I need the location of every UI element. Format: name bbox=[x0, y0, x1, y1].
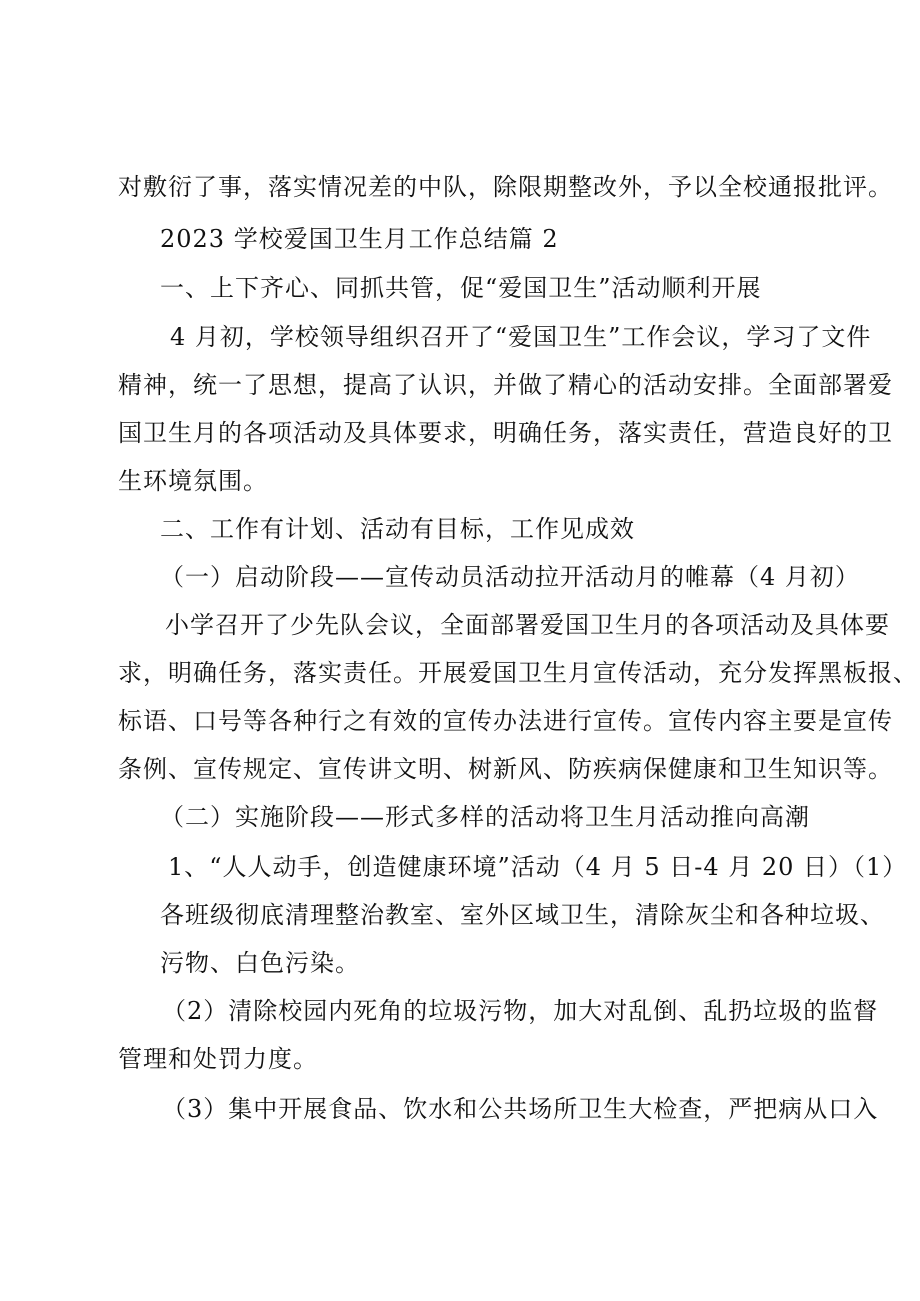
paragraph-line: 条例、宣传规定、宣传讲文明、树新风、防疾病保健康和卫生知识等。 bbox=[118, 755, 893, 783]
paragraph-line: 标语、口号等各种行之有效的宣传办法进行宣传。宣传内容主要是宣传 bbox=[118, 707, 893, 735]
paragraph-line: 对敷衍了事，落实情况差的中队，除限期整改外，予以全校通报批评。 bbox=[118, 173, 893, 201]
paragraph-line: 小学召开了少先队会议，全面部署爱国卫生月的各项活动及具体要 bbox=[165, 611, 890, 639]
paragraph-line: （3）集中开展食品、饮水和公共场所卫生大检查，严把病从口入 bbox=[162, 1095, 879, 1123]
paragraph-line: 管理和处罚力度。 bbox=[118, 1045, 318, 1073]
paragraph-line: 各班级彻底清理整治教室、室外区域卫生，清除灰尘和各种垃圾、 bbox=[160, 901, 885, 929]
paragraph-line: 污物、白色污染。 bbox=[160, 949, 360, 977]
paragraph-line: 生环境氛围。 bbox=[118, 467, 268, 495]
heading-1: 一、上下齐心、同抓共管，促“爱国卫生”活动顺利开展 bbox=[160, 274, 762, 302]
paragraph-line: （2）清除校园内死角的垃圾污物，加大对乱倒、乱扔垃圾的监督 bbox=[162, 997, 879, 1025]
paragraph-line: 1、“人人动手，创造健康环境”活动（4 月 5 日-4 月 20 日）（1） bbox=[168, 853, 908, 881]
subheading-1: （一）启动阶段——宣传动员活动拉开活动月的帷幕（4 月初） bbox=[160, 563, 860, 591]
paragraph-line: 求，明确任务，落实责任。开展爱国卫生月宣传活动，充分发挥黑板报、 bbox=[118, 659, 918, 687]
paragraph-line: 国卫生月的各项活动及具体要求，明确任务，落实责任，营造良好的卫 bbox=[118, 419, 893, 447]
paragraph-line: 精神，统一了思想，提高了认识，并做了精心的活动安排。全面部署爱 bbox=[118, 371, 893, 399]
paragraph-line: 4 月初，学校领导组织召开了“爱国卫生”工作会议，学习了文件 bbox=[170, 323, 872, 351]
heading-2: 二、工作有计划、活动有目标，工作见成效 bbox=[160, 515, 635, 543]
section-title: 2023 学校爱国卫生月工作总结篇 2 bbox=[160, 225, 559, 253]
subheading-2: （二）实施阶段——形式多样的活动将卫生月活动推向高潮 bbox=[160, 803, 810, 831]
